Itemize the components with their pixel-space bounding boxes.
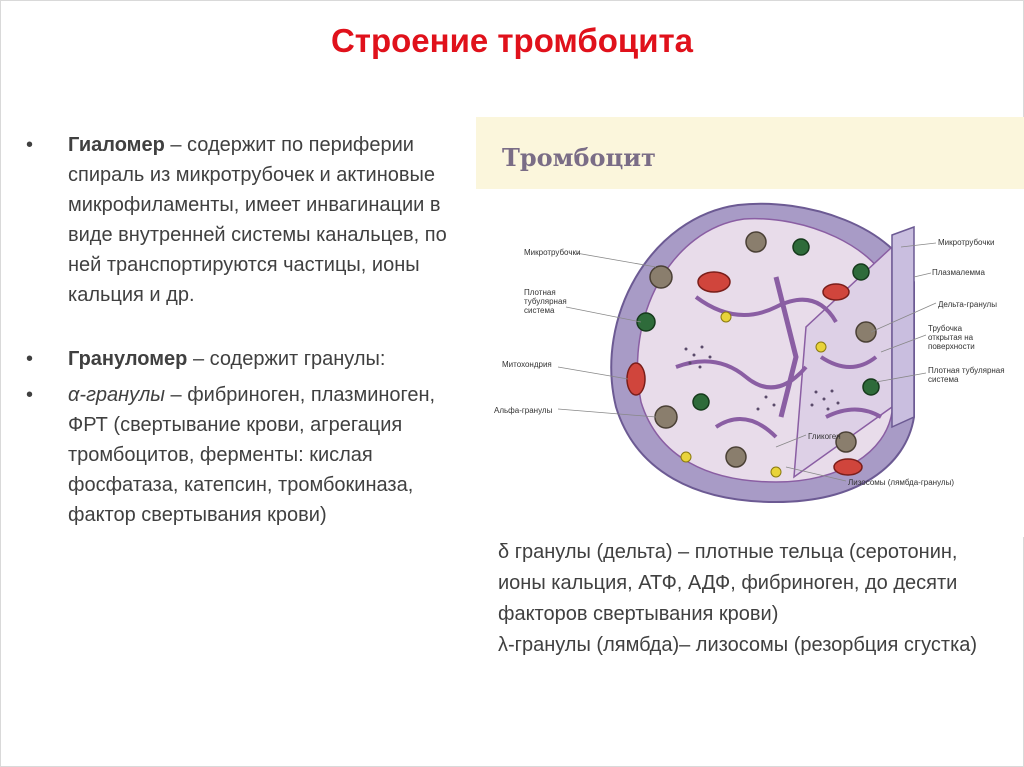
label-dense-tubular-left-1: Плотная: [524, 288, 556, 297]
lysosome: [771, 467, 781, 477]
platelet-illustration: [476, 117, 1024, 537]
label-open-tube-3: поверхности: [928, 342, 975, 351]
mitochondrion: [834, 459, 862, 475]
label-delta-granules: Дельта-гранулы: [938, 300, 997, 309]
mitochondrion: [823, 284, 849, 300]
label-dense-tubular-right-1: Плотная тубулярная: [928, 366, 1005, 375]
label-dense-tubular-right-2: система: [928, 375, 959, 384]
label-open-tube-1: Трубочка: [928, 324, 963, 333]
delta-granule: [863, 379, 879, 395]
alpha-granule: [655, 406, 677, 428]
alpha-granules-text: [68, 380, 466, 530]
alpha-granule: [746, 232, 766, 252]
mitochondrion: [627, 363, 645, 395]
mitochondrion: [698, 272, 730, 292]
bullet-granulomere: [26, 344, 466, 374]
delta-granule: [693, 394, 709, 410]
granulomere-description: – содержит гранулы:: [187, 348, 386, 370]
label-mitochondrion: Митохондрия: [502, 360, 552, 369]
label-alpha-granules: Альфа-гранулы: [494, 406, 553, 415]
label-plasmalemma: Плазмалемма: [932, 268, 985, 277]
lysosome: [816, 342, 826, 352]
label-open-tube-2: открытая на: [928, 333, 974, 342]
delta-granule: [853, 264, 869, 280]
bullet-hyalomere: [26, 130, 466, 310]
platelet-diagram: [476, 117, 1024, 537]
alpha-granule: [856, 322, 876, 342]
bullet-dot: •: [26, 384, 34, 406]
lysosome: [681, 452, 691, 462]
bullet-alpha-granules: [26, 380, 466, 530]
label-lysosomes: Лизосомы (лямбда-гранулы): [848, 478, 954, 487]
label-dense-tubular-left-3: система: [524, 306, 555, 315]
granulomere-term: Грануломер: [68, 348, 188, 370]
delta-granules-text: δ гранулы (дельта) – плотные тельца (серотонин, ионы кальция, АТФ, АДФ, фибриноген, до десяти факторов свертывания крови): [498, 541, 958, 625]
left-text-column: [26, 130, 466, 530]
lysosome: [721, 312, 731, 322]
alpha-granule: [650, 266, 672, 288]
lambda-granules-text: λ-гранулы (лямбда)– лизосомы (резорбция сгустка): [498, 634, 978, 656]
hyalomere-term: Гиаломер: [68, 134, 165, 156]
membrane-edge: [892, 227, 914, 427]
alpha-granules-description: – фибриноген, плазминоген, ФРТ (свертывание крови, агрегация тромбоцитов, ферменты: кислая фосфатаза, катепсин, тромбокиназа, фактор свертывания крови): [68, 384, 436, 526]
alpha-granule: [726, 447, 746, 467]
slide-title: Строение тромбоцита: [330, 22, 694, 59]
alpha-granules-term: α-гранулы: [68, 384, 165, 406]
label-microtubules-left: Микротрубочки: [524, 248, 581, 257]
right-text-block: [498, 537, 998, 661]
delta-granule: [793, 239, 809, 255]
label-microtubules-right: Микротрубочки: [938, 238, 995, 247]
diagram-title: Тромбоцит: [502, 143, 656, 172]
hyalomere-description: – содержит по периферии спираль из микротрубочек и актиновые микрофиламенты, имеет инвагинации в виде внутренней системы канальцев, по ней транспортируются частицы, ионы кальция и др.: [68, 134, 447, 306]
bullet-dot: •: [26, 348, 34, 370]
granulomere-text: [68, 344, 466, 374]
bullet-dot: •: [26, 134, 34, 156]
label-glycogen: Гликоген: [808, 432, 841, 441]
label-dense-tubular-left-2: тубулярная: [524, 297, 567, 306]
hyalomere-text: [68, 130, 466, 310]
